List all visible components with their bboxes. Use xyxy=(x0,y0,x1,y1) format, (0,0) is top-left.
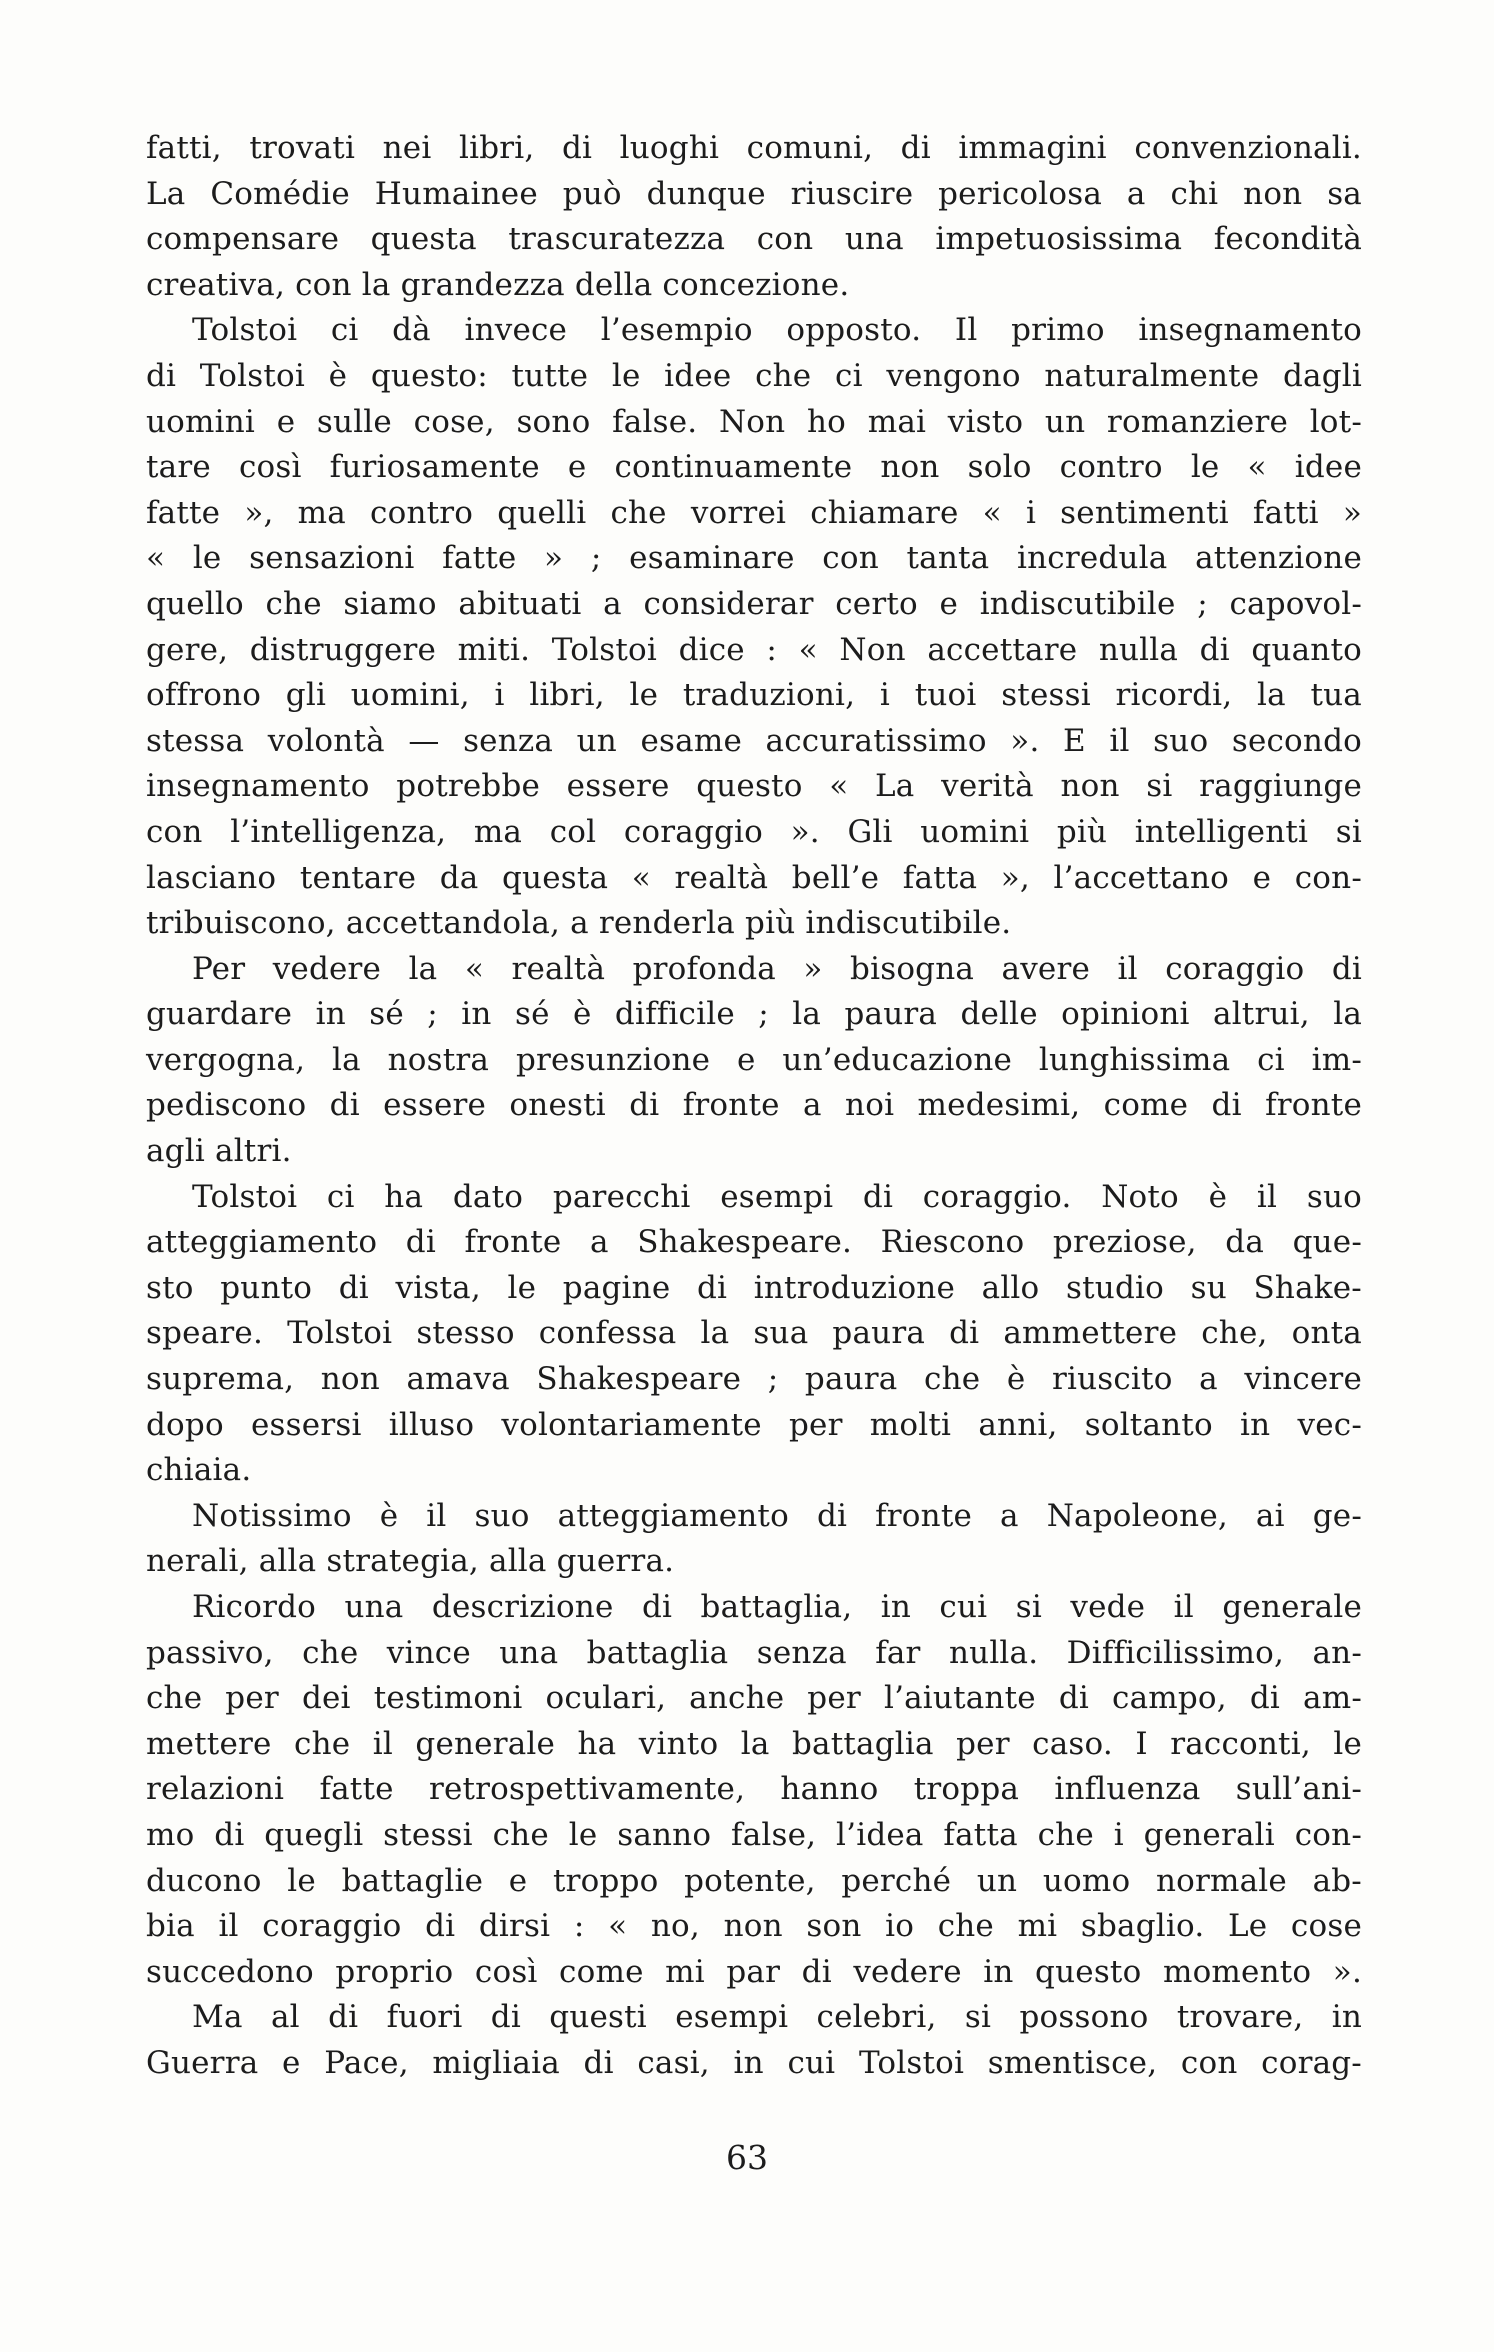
text-line: offrono gli uomini, i libri, le traduzioni, i tuoi stessi ricordi, la tua xyxy=(146,677,1362,714)
text-line: guardare in sé ; in sé è difficile ; la paura delle opinioni altrui, la xyxy=(146,996,1362,1033)
text-line: passivo, che vince una battaglia senza far nulla. Difficilissimo, an- xyxy=(146,1634,1362,1671)
text-line: agli altri. xyxy=(146,1133,292,1170)
text-line: chiaia. xyxy=(146,1452,252,1489)
text-line: pediscono di essere onesti di fronte a noi medesimi, come di fronte xyxy=(146,1087,1362,1124)
text-line: mettere che il generale ha vinto la battaglia per caso. I racconti, le xyxy=(146,1725,1362,1762)
text-line: Per vedere la « realtà profonda » bisogna avere il coraggio di xyxy=(192,950,1362,987)
text-line: Tolstoi ci ha dato parecchi esempi di coraggio. Noto è il suo xyxy=(192,1178,1362,1215)
text-line: Ricordo una descrizione di battaglia, in cui si vede il generale xyxy=(192,1589,1362,1625)
text-line: vergogna, la nostra presunzione e un’educazione lunghissima ci im- xyxy=(146,1041,1362,1078)
text-line: nerali, alla strategia, alla guerra. xyxy=(146,1543,675,1580)
text-line: Notissimo è il suo atteggiamento di fronte a Napoleone, ai ge- xyxy=(192,1497,1362,1534)
text-line: gere, distruggere miti. Tolstoi dice : « Non accettare nulla di quanto xyxy=(146,631,1362,668)
text-line: di Tolstoi è questo: tutte le idee che ci vengono naturalmente dagli xyxy=(146,357,1362,394)
text-line: lasciano tentare da questa « realtà bell’e fatta », l’accettano e con- xyxy=(146,859,1362,896)
text-line: relazioni fatte retrospettivamente, hanno troppa influenza sull’ani- xyxy=(146,1771,1362,1808)
page-number: 63 xyxy=(726,2138,768,2177)
text-line: sto punto di vista, le pagine di introduzione allo studio su Shake- xyxy=(146,1269,1362,1306)
text-line: fatte », ma contro quelli che vorrei chiamare « i sentimenti fatti » xyxy=(146,494,1362,531)
text-line: mo di quegli stessi che le sanno false, l’idea fatta che i generali con- xyxy=(146,1816,1362,1853)
text-line: speare. Tolstoi stesso confessa la sua paura di ammettere che, onta xyxy=(146,1315,1362,1352)
text-line: « le sensazioni fatte » ; esaminare con tanta incredula attenzione xyxy=(146,540,1362,577)
text-line: bia il coraggio di dirsi : « no, non son io che mi sbaglio. Le cose xyxy=(146,1908,1362,1945)
text-line: uomini e sulle cose, sono false. Non ho mai visto un romanziere lot- xyxy=(146,403,1362,440)
text-line: che per dei testimoni oculari, anche per l’aiutante di campo, di am- xyxy=(146,1680,1362,1717)
text-line: dopo essersi illuso volontariamente per molti anni, soltanto in vec- xyxy=(146,1406,1362,1443)
text-line: stessa volontà — senza un esame accuratissimo ». E il suo secondo xyxy=(146,722,1362,759)
text-line: ducono le battaglie e troppo potente, perché un uomo normale ab- xyxy=(146,1862,1362,1899)
text-line: Guerra e Pace, migliaia di casi, in cui Tolstoi smentisce, con corag- xyxy=(146,2044,1362,2081)
text-line: quello che siamo abituati a considerar certo e indiscutibile ; capovol- xyxy=(146,585,1362,622)
text-line: tribuiscono, accettandola, a renderla più indiscutibile. xyxy=(146,905,1012,942)
text-line: insegnamento potrebbe essere questo « La verità non si raggiunge xyxy=(146,768,1362,805)
text-line: compensare questa trascuratezza con una impetuosissima fecondità xyxy=(146,221,1362,258)
text-line: La Comédie Humainee può dunque riuscire pericolosa a chi non sa xyxy=(146,175,1362,212)
text-line: tare così furiosamente e continuamente non solo contro le « idee xyxy=(146,449,1362,486)
text-line: suprema, non amava Shakespeare ; paura che è riuscito a vincere xyxy=(146,1361,1362,1398)
text-line: creativa, con la grandezza della concezione. xyxy=(146,266,850,303)
text-line: con l’intelligenza, ma col coraggio ». Gli uomini più intelligenti si xyxy=(146,813,1362,850)
text-line: Tolstoi ci dà invece l’esempio opposto. Il primo insegnamento xyxy=(192,312,1362,349)
text-line: atteggiamento di fronte a Shakespeare. Riescono preziose, da que- xyxy=(146,1224,1362,1261)
text-line: succedono proprio così come mi par di vedere in questo momento ». xyxy=(146,1953,1362,1990)
text-line: fatti, trovati nei libri, di luoghi comuni, di immagini convenzionali. xyxy=(146,130,1362,166)
body-text xyxy=(146,126,1362,2087)
text-line: Ma al di fuori di questi esempi celebri, si possono trovare, in xyxy=(192,1999,1362,2036)
